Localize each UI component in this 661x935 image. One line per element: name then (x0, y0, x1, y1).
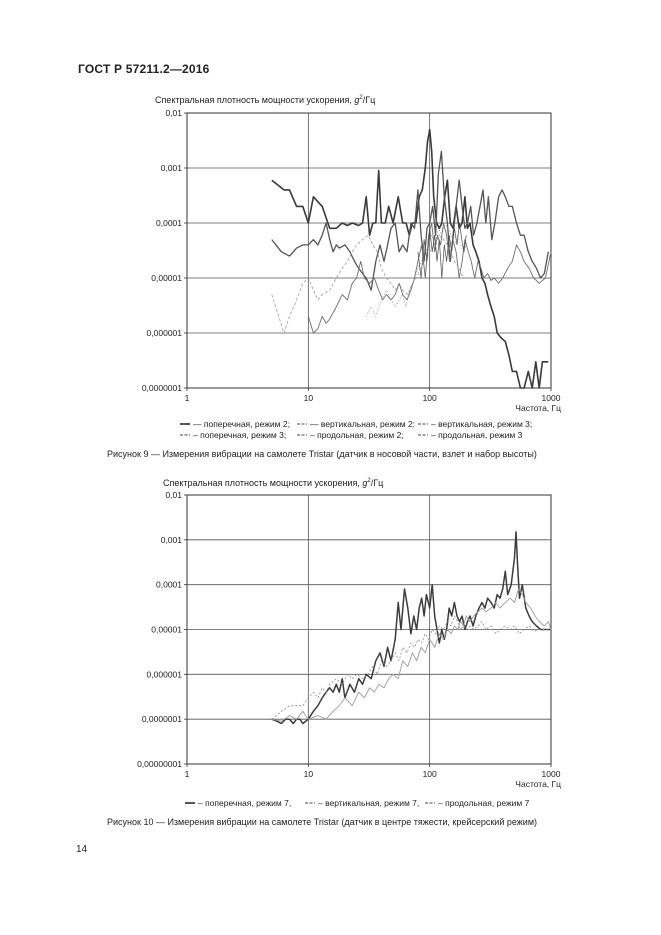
chart2-series-line-3 (272, 589, 551, 721)
chart1-x-tick-label: 1000 (541, 393, 561, 403)
chart2-legend-label: – вертикальная, режим 7, (318, 798, 420, 808)
figure-9-caption: Рисунок 9 — Измерения вибрации на самолете Tristar (датчик в носовой части, взлет и набор высоты) (107, 449, 537, 459)
chart2-legend-label: – продольная, режим 7 (438, 798, 530, 808)
chart2-y-tick-label: 0,001 (160, 534, 182, 545)
chart2-x-tick-label: 1000 (541, 769, 561, 779)
chart2-x-tick-label: 100 (422, 769, 437, 779)
chart1-legend-label: – поперечная, режим 3; (193, 430, 287, 440)
chart2-legend-label: – поперечная, режим 7, (198, 798, 292, 808)
chart1-y-tick-label: 0,000001 (146, 328, 182, 338)
chart1-legend-label: — поперечная, режим 2; (193, 419, 290, 429)
chart1-plot-frame (187, 113, 551, 388)
chart2-series-line-1 (272, 532, 551, 724)
chart2-y-tick-label: 0,00001 (151, 624, 182, 635)
chart1-legend-label: – продольная, режим 2; (310, 430, 404, 440)
chart2-y-tick-label: 0,0001 (156, 579, 182, 590)
document-header: ГОСТ Р 57211.2—2016 (78, 62, 210, 76)
chart1-y-tick-label: 0,00001 (151, 273, 182, 283)
chart2-x-axis-label: Частота, Гц (515, 779, 561, 789)
chart1-x-tick-label: 10 (303, 393, 314, 403)
chart1-legend-label: – вертикальная, режим 3; (431, 419, 533, 429)
chart1-y-tick-label: 0,001 (160, 163, 182, 173)
chart2-title: Спектральная плотность мощности ускорения, $g^2/Гц$ (163, 478, 384, 488)
chart2-y-tick-label: 0,000001 (146, 669, 182, 680)
chart1-legend-label: – продольная, режим 3 (431, 430, 523, 440)
chart1-y-tick-label: 0,0001 (156, 218, 182, 228)
chart2-x-tick-label: 10 (303, 769, 314, 779)
chart1-legend-label: — вертикальная, режим 2: (310, 419, 416, 429)
chart2-y-tick-label: 0,0000001 (141, 714, 182, 725)
chart1-title: Спектральная плотность мощности ускорения, $g^2/Гц$ (155, 95, 376, 105)
chart1-y-tick-label: 0,0000001 (141, 383, 182, 393)
chart1-y-tick-label: 0,01 (165, 108, 182, 118)
chart1-x-tick-label: 100 (422, 393, 437, 403)
figure-10-caption: Рисунок 10 — Измерения вибрации на самолете Tristar (датчик в центре тяжести, крейсерский режим) (107, 817, 538, 827)
chart1-x-tick-label: 1 (184, 393, 190, 403)
chart1-x-axis-label: Частота, Гц (515, 403, 561, 413)
chart2-x-tick-label: 1 (184, 769, 190, 779)
chart2-y-tick-label: 0,00000001 (137, 759, 182, 769)
page-number: 14 (76, 844, 88, 855)
chart2-y-tick-label: 0,01 (165, 490, 182, 500)
